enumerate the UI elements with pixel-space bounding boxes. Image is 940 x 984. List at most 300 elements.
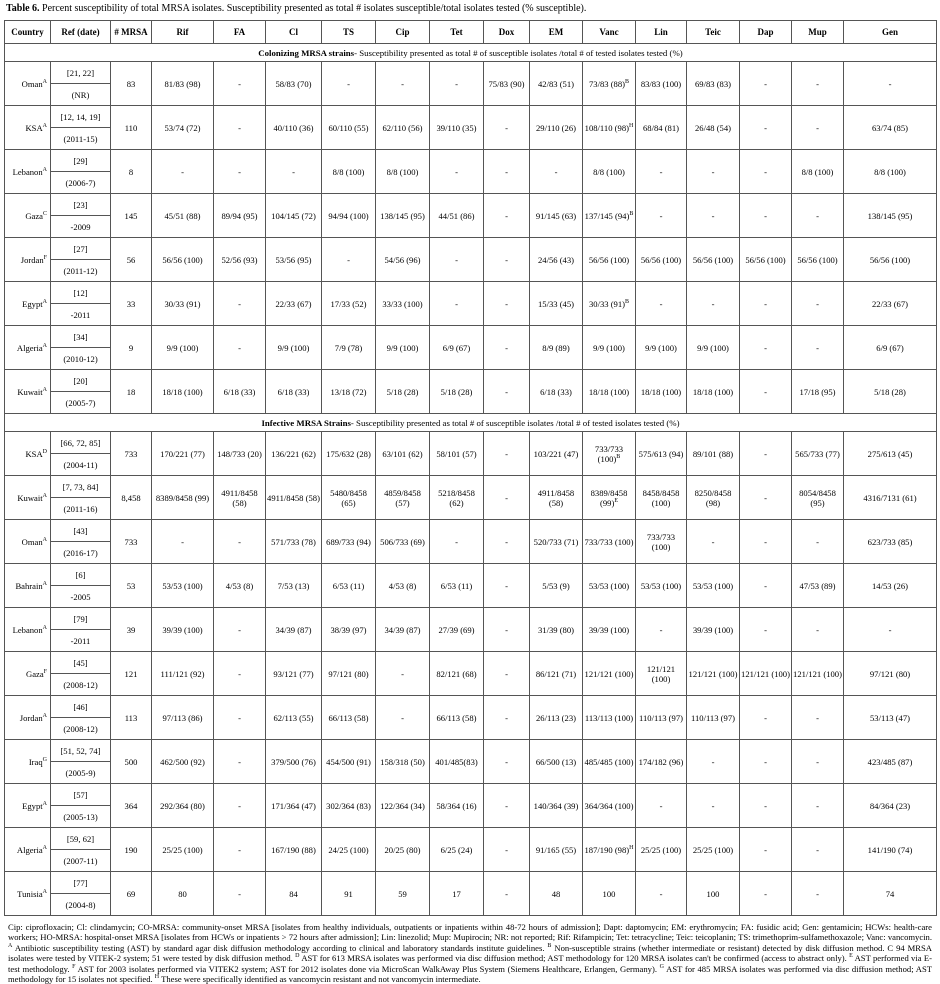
susceptibility-cell (484, 784, 530, 828)
susceptibility-cell (687, 282, 740, 326)
susceptibility-value: 121/121 (100) (793, 668, 842, 679)
susceptibility-cell (844, 326, 937, 370)
susceptibility-cell (687, 696, 740, 740)
susceptibility-value: - (505, 492, 508, 503)
susceptibility-cell (687, 106, 740, 150)
susceptibility-value: 111/121 (92) (160, 668, 205, 679)
susceptibility-cell (530, 872, 583, 916)
susceptibility-cell (583, 696, 636, 740)
susceptibility-value: 34/39 (87) (384, 624, 421, 635)
susceptibility-cell (484, 520, 530, 564)
susceptibility-cell (376, 370, 430, 414)
susceptibility-cell (844, 150, 937, 194)
susceptibility-value: 56/56 (100) (640, 254, 682, 265)
country-name: Lebanon (12, 624, 43, 635)
susceptibility-value: 292/364 (80) (160, 800, 205, 811)
susceptibility-value: 56/56 (100) (869, 254, 911, 265)
susceptibility-cell (636, 106, 687, 150)
table-row (5, 326, 937, 348)
susceptibility-cell (792, 608, 844, 652)
susceptibility-cell (152, 370, 214, 414)
susceptibility-cell (152, 62, 214, 106)
susceptibility-cell (583, 740, 636, 784)
susceptibility-value: 14/53 (26) (871, 580, 909, 591)
susceptibility-cell (214, 608, 266, 652)
susceptibility-cell (376, 62, 430, 106)
susceptibility-value: 53/53 (100) (162, 580, 203, 591)
susceptibility-value: 623/733 (85) (867, 536, 913, 547)
susceptibility-value: - (181, 166, 184, 177)
susceptibility-cell (376, 326, 430, 370)
reference-cell: [46] (51, 696, 111, 718)
susceptibility-cell (687, 62, 740, 106)
date-cell: (2011-16) (51, 498, 111, 520)
susceptibility-cell (530, 370, 583, 414)
susceptibility-cell (214, 476, 266, 520)
susceptibility-cell (214, 784, 266, 828)
susceptibility-cell (530, 106, 583, 150)
susceptibility-value: 6/53 (11) (440, 580, 473, 591)
susceptibility-cell (214, 872, 266, 916)
susceptibility-cell (792, 564, 844, 608)
infective-title: Infective MRSA Strains (261, 417, 351, 428)
date-cell: (2008-12) (51, 718, 111, 740)
susceptibility-value: 25/25 (100) (640, 844, 682, 855)
susceptibility-cell (740, 194, 792, 238)
susceptibility-value: - (505, 756, 508, 767)
date-cell: (2006-7) (51, 172, 111, 194)
table-row (5, 370, 937, 392)
susceptibility-value: 4/53 (8) (388, 580, 417, 591)
susceptibility-value: 9/9 (100) (593, 342, 625, 353)
susceptibility-cell (583, 370, 636, 414)
susceptibility-cell (687, 564, 740, 608)
susceptibility-cell (636, 62, 687, 106)
susceptibility-cell (530, 282, 583, 326)
susceptibility-cell (687, 326, 740, 370)
susceptibility-cell (530, 784, 583, 828)
mrsa-count-cell: 8,458 (111, 476, 152, 520)
susceptibility-cell (687, 740, 740, 784)
susceptibility-cell (687, 828, 740, 872)
susceptibility-cell (484, 740, 530, 784)
column-header: Dox (484, 21, 530, 44)
susceptibility-cell (322, 326, 376, 370)
susceptibility-value: - (816, 756, 819, 767)
susceptibility-value: 89/94 (95) (221, 210, 258, 221)
susceptibility-cell (322, 652, 376, 696)
susceptibility-cell (636, 564, 687, 608)
date-cell: (2011-12) (51, 260, 111, 282)
susceptibility-value: 8458/8458 (100) (642, 487, 680, 508)
country-footnote-mark: A (42, 800, 47, 807)
susceptibility-cell (322, 828, 376, 872)
susceptibility-cell (266, 784, 322, 828)
susceptibility-value: 575/613 (94) (638, 448, 684, 459)
susceptibility-value: 158/318 (50) (380, 756, 425, 767)
susceptibility-value: 93/121 (77) (273, 668, 314, 679)
susceptibility-value: 73/83 (88) (588, 78, 626, 89)
susceptibility-value: 733/733 (100) (646, 531, 676, 552)
susceptibility-value: - (764, 756, 767, 767)
susceptibility-footnote-mark: E (614, 497, 618, 504)
susceptibility-cell (687, 608, 740, 652)
susceptibility-value: 103/221 (47) (533, 448, 579, 459)
susceptibility-cell (583, 106, 636, 150)
susceptibility-cell (214, 106, 266, 150)
susceptibility-value: - (764, 492, 767, 503)
column-header: FA (214, 21, 266, 44)
reference-cell: [27] (51, 238, 111, 260)
country-cell (5, 238, 51, 282)
table-row (5, 784, 937, 806)
susceptibility-value: 423/485 (87) (867, 756, 913, 767)
caption-text: Percent susceptibility of total MRSA isolates. Susceptibility presented as total # isolates susceptible/total isolates tested (% susceptible). (39, 3, 587, 14)
susceptibility-footnote-mark: H (629, 844, 634, 851)
column-header: Country (5, 21, 51, 44)
susceptibility-value: 171/364 (47) (271, 800, 316, 811)
susceptibility-cell (583, 784, 636, 828)
column-header: Ref (date) (51, 21, 111, 44)
susceptibility-cell (583, 326, 636, 370)
susceptibility-value: 53/74 (72) (164, 122, 201, 133)
susceptibility-cell (636, 872, 687, 916)
susceptibility-value: - (659, 624, 663, 635)
susceptibility-value: 8389/8458 (99) (590, 487, 628, 508)
date-cell: (2004-11) (51, 454, 111, 476)
susceptibility-cell (687, 194, 740, 238)
susceptibility-value: 44/51 (86) (438, 210, 475, 221)
susceptibility-cell (583, 520, 636, 564)
footnote-mark: G (659, 963, 664, 970)
susceptibility-cell (152, 282, 214, 326)
susceptibility-value: 56/56 (100) (588, 254, 630, 265)
susceptibility-value: 89/101 (88) (692, 448, 734, 459)
country-name: Egypt (22, 298, 43, 309)
susceptibility-cell (740, 150, 792, 194)
susceptibility-value: - (505, 254, 508, 265)
susceptibility-value: 52/56 (93) (221, 254, 258, 265)
country-name: Bahrain (15, 580, 43, 591)
date-cell: (2011-15) (51, 128, 111, 150)
date-cell: -2005 (51, 586, 111, 608)
susceptibility-cell (322, 106, 376, 150)
susceptibility-cell (583, 150, 636, 194)
country-footnote-mark: A (42, 386, 47, 393)
susceptibility-value: 69/83 (83) (694, 78, 732, 89)
susceptibility-value: - (711, 756, 715, 767)
susceptibility-cell (636, 476, 687, 520)
column-header: Mup (792, 21, 844, 44)
column-header: Lin (636, 21, 687, 44)
susceptibility-value: - (238, 298, 241, 309)
susceptibility-value: 66/113 (58) (328, 712, 369, 723)
susceptibility-cell (322, 476, 376, 520)
susceptibility-cell (792, 62, 844, 106)
susceptibility-cell (530, 608, 583, 652)
susceptibility-value: 9/9 (100) (166, 342, 199, 353)
table-row (5, 106, 937, 128)
country-footnote-mark: A (42, 624, 47, 631)
susceptibility-cell (322, 282, 376, 326)
susceptibility-value: 454/500 (91) (326, 756, 371, 767)
table-row (5, 238, 937, 260)
susceptibility-cell (266, 564, 322, 608)
susceptibility-value: 104/145 (72) (271, 210, 316, 221)
susceptibility-value: 24/25 (100) (328, 844, 369, 855)
susceptibility-cell (740, 282, 792, 326)
susceptibility-value: 689/733 (94) (326, 536, 371, 547)
infective-section-header (5, 414, 937, 432)
susceptibility-cell (266, 238, 322, 282)
country-footnote-mark: A (42, 78, 47, 85)
reference-cell: [23] (51, 194, 111, 216)
susceptibility-cell (583, 238, 636, 282)
susceptibility-cell (214, 740, 266, 784)
country-cell (5, 106, 51, 150)
susceptibility-cell (687, 238, 740, 282)
susceptibility-cell (214, 696, 266, 740)
susceptibility-cell (266, 62, 322, 106)
susceptibility-value: 60/110 (55) (328, 122, 369, 133)
susceptibility-value: - (659, 888, 663, 899)
susceptibility-cell (792, 150, 844, 194)
susceptibility-cell (430, 740, 484, 784)
table-row (5, 608, 937, 630)
susceptibility-value: 8/8 (100) (332, 166, 365, 177)
susceptibility-cell (322, 740, 376, 784)
susceptibility-value: 6/18 (33) (223, 386, 256, 397)
reference-cell: [79] (51, 608, 111, 630)
susceptibility-cell (844, 238, 937, 282)
susceptibility-cell (484, 150, 530, 194)
susceptibility-cell (376, 652, 430, 696)
susceptibility-cell (376, 696, 430, 740)
table-row (5, 282, 937, 304)
susceptibility-value: 8389/8458 (99) (155, 492, 210, 503)
susceptibility-value: - (505, 536, 508, 547)
mrsa-count-cell: 39 (111, 608, 152, 652)
susceptibility-value: 53/53 (100) (588, 580, 630, 591)
susceptibility-cell (430, 828, 484, 872)
country-cell (5, 62, 51, 106)
susceptibility-value: - (554, 166, 558, 177)
date-cell: (2005-7) (51, 392, 111, 414)
susceptibility-cell (530, 62, 583, 106)
susceptibility-value: 485/485 (100) (584, 756, 634, 767)
susceptibility-value: - (659, 800, 663, 811)
susceptibility-value: 5/18 (28) (440, 386, 473, 397)
susceptibility-cell (792, 872, 844, 916)
susceptibility-cell (322, 238, 376, 282)
susceptibility-cell (740, 370, 792, 414)
column-header: Tet (430, 21, 484, 44)
susceptibility-value: 80 (178, 888, 187, 899)
susceptibility-cell (152, 828, 214, 872)
susceptibility-value: 15/33 (45) (537, 298, 575, 309)
susceptibility-cell (322, 784, 376, 828)
susceptibility-value: 68/84 (81) (642, 122, 680, 133)
mrsa-count-cell: 56 (111, 238, 152, 282)
susceptibility-cell (740, 872, 792, 916)
susceptibility-value: 520/733 (71) (533, 536, 579, 547)
reference-cell: [6] (51, 564, 111, 586)
susceptibility-cell (636, 282, 687, 326)
country-name: Algeria (16, 342, 43, 353)
susceptibility-value: - (505, 888, 508, 899)
susceptibility-value: 30/33 (91) (588, 298, 626, 309)
susceptibility-value: 56/56 (100) (745, 254, 786, 265)
susceptibility-cell (530, 520, 583, 564)
country-footnote-mark: D (42, 448, 47, 455)
susceptibility-value: 379/500 (76) (271, 756, 316, 767)
susceptibility-value: - (401, 78, 404, 89)
susceptibility-cell (844, 564, 937, 608)
susceptibility-value: - (292, 166, 295, 177)
date-cell: (NR) (51, 84, 111, 106)
susceptibility-cell (792, 696, 844, 740)
susceptibility-value: - (455, 78, 458, 89)
susceptibility-cell (530, 740, 583, 784)
susceptibility-cell (484, 476, 530, 520)
susceptibility-value: - (505, 624, 508, 635)
susceptibility-cell (376, 784, 430, 828)
country-name: Tunisia (17, 888, 43, 899)
susceptibility-value: - (764, 210, 767, 221)
susceptibility-cell (214, 62, 266, 106)
susceptibility-cell (792, 476, 844, 520)
susceptibility-value: 53/113 (47) (869, 712, 911, 723)
susceptibility-value: 34/39 (87) (275, 624, 312, 635)
column-header-row (5, 21, 937, 44)
country-name: Kuwait (17, 386, 43, 397)
susceptibility-value: 136/221 (62) (271, 448, 316, 459)
susceptibility-cell (152, 476, 214, 520)
country-cell (5, 872, 51, 916)
susceptibility-cell (322, 520, 376, 564)
susceptibility-value: 100 (602, 888, 616, 899)
susceptibility-cell (322, 370, 376, 414)
country-footnote-mark: A (42, 492, 47, 499)
susceptibility-cell (583, 652, 636, 696)
susceptibility-cell (740, 106, 792, 150)
mrsa-count-cell: 121 (111, 652, 152, 696)
susceptibility-cell (214, 150, 266, 194)
mrsa-count-cell: 33 (111, 282, 152, 326)
susceptibility-value: 17 (452, 888, 461, 899)
susceptibility-cell (636, 784, 687, 828)
susceptibility-value: 170/221 (77) (160, 448, 205, 459)
susceptibility-cell (152, 106, 214, 150)
susceptibility-value: - (347, 78, 350, 89)
susceptibility-cell (636, 370, 687, 414)
susceptibility-value: 8/8 (100) (386, 166, 419, 177)
susceptibility-cell (636, 828, 687, 872)
susceptibility-cell (484, 194, 530, 238)
susceptibility-value: 7/9 (78) (334, 342, 363, 353)
susceptibility-cell (214, 652, 266, 696)
susceptibility-value: - (238, 78, 241, 89)
susceptibility-value: - (505, 386, 508, 397)
susceptibility-value: - (888, 624, 892, 635)
susceptibility-value: - (816, 210, 819, 221)
susceptibility-value: 40/110 (36) (273, 122, 314, 133)
susceptibility-cell (376, 476, 430, 520)
column-header: Cl (266, 21, 322, 44)
mrsa-count-cell: 69 (111, 872, 152, 916)
colonizing-text: - Susceptibility presented as total # of susceptible isolates /total # of tested isolates tested (%) (354, 47, 683, 58)
susceptibility-cell (792, 652, 844, 696)
country-cell (5, 194, 51, 238)
susceptibility-cell (430, 62, 484, 106)
susceptibility-cell (844, 652, 937, 696)
susceptibility-value: 121/121 (100) (741, 668, 790, 679)
susceptibility-value: 45/51 (88) (164, 210, 201, 221)
country-footnote-mark: F (43, 668, 47, 675)
susceptibility-cell (687, 476, 740, 520)
colonizing-section-row (5, 44, 937, 62)
susceptibility-cell (152, 564, 214, 608)
susceptibility-value: - (238, 756, 241, 767)
susceptibility-cell (583, 62, 636, 106)
footnote-mark: D (295, 953, 300, 960)
susceptibility-value: 4859/8458 (57) (384, 487, 421, 508)
susceptibility-cell (376, 828, 430, 872)
susceptibility-cell (636, 194, 687, 238)
susceptibility-cell (844, 784, 937, 828)
susceptibility-value: 56/56 (100) (797, 254, 838, 265)
susceptibility-value: - (816, 122, 819, 133)
susceptibility-cell (792, 370, 844, 414)
susceptibility-cell (844, 282, 937, 326)
footnote-mark: H (154, 974, 160, 981)
susceptibility-value: 22/33 (67) (871, 298, 909, 309)
susceptibility-value: 58/83 (70) (275, 78, 312, 89)
susceptibility-value: 141/190 (74) (867, 844, 913, 855)
susceptibility-cell (792, 432, 844, 476)
table-row (5, 564, 937, 586)
infective-section-row (5, 414, 937, 432)
susceptibility-value: - (764, 712, 767, 723)
susceptibility-cell (740, 828, 792, 872)
date-cell: -2011 (51, 630, 111, 652)
table-row (5, 872, 937, 894)
susceptibility-value: 733/733 (100) (594, 443, 624, 464)
susceptibility-cell (792, 520, 844, 564)
susceptibility-cell (484, 696, 530, 740)
susceptibility-cell (430, 432, 484, 476)
country-cell (5, 326, 51, 370)
reference-cell: [51, 52, 74] (51, 740, 111, 762)
susceptibility-cell (152, 784, 214, 828)
susceptibility-value: 8/8 (100) (593, 166, 625, 177)
susceptibility-value: 4911/8458 (58) (221, 487, 258, 508)
susceptibility-value: 121/121 (100) (646, 663, 676, 684)
susceptibility-value: - (238, 122, 241, 133)
susceptibility-cell (322, 608, 376, 652)
susceptibility-cell (583, 872, 636, 916)
susceptibility-cell (266, 106, 322, 150)
susceptibility-cell (740, 696, 792, 740)
susceptibility-footnote-mark: B (629, 210, 634, 217)
susceptibility-cell (844, 520, 937, 564)
susceptibility-value: - (764, 624, 767, 635)
country-cell (5, 784, 51, 828)
susceptibility-value: 5/18 (28) (874, 386, 906, 397)
susceptibility-value: 24/56 (43) (537, 254, 575, 265)
susceptibility-cell (430, 326, 484, 370)
susceptibility-value: - (181, 536, 184, 547)
